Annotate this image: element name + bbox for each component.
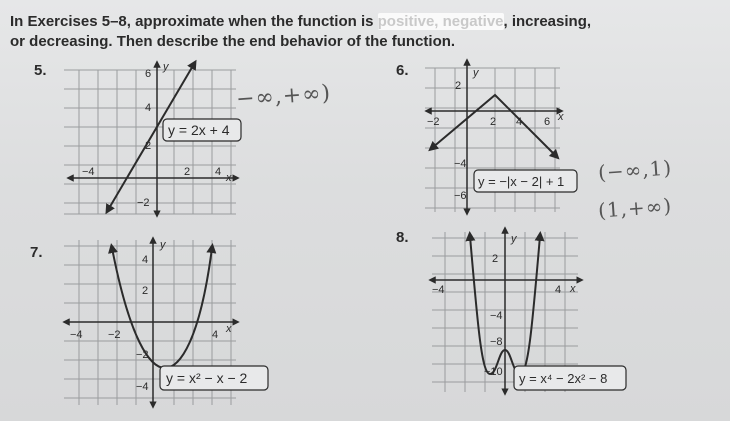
- graph-6-y-tick: −6: [454, 190, 467, 202]
- graph-5-y-tick: −2: [137, 197, 150, 209]
- graph-7-y-tick: −4: [136, 381, 149, 393]
- graph-6-equation: y = −|x − 2| + 1: [478, 174, 565, 189]
- exercise-5-number: 5.: [34, 62, 47, 79]
- graph-5-x-label: x: [226, 172, 232, 184]
- graph-7-curve: [112, 248, 212, 368]
- graph-7-x-tick: 4: [212, 329, 219, 341]
- graph-8-y-tick: 2: [492, 253, 499, 265]
- graph-5-y-tick: 2: [145, 140, 152, 152]
- highlighted-text: positive, negative: [377, 13, 504, 30]
- graph-5-x-tick: 2: [184, 166, 191, 178]
- graph-7-y-tick: 2: [142, 285, 149, 297]
- graph-6-x-label: x: [558, 111, 564, 123]
- exercise-6-number: 6.: [396, 62, 409, 79]
- graph-8: [432, 230, 626, 392]
- graph-8-y-tick: −10: [484, 366, 503, 378]
- graph-6-x-tick: 4: [516, 116, 523, 128]
- graph-5: [64, 61, 241, 214]
- graph-7: [64, 239, 268, 405]
- graph-8-y-label: y: [511, 233, 517, 245]
- graph-6-x-tick: −2: [427, 116, 440, 128]
- graph-7-y-label: y: [160, 239, 166, 251]
- instructions-line-2: or decreasing. Then describe the end behavior of the function.: [10, 33, 456, 50]
- graph-6-x-tick: 6: [544, 116, 551, 128]
- graph-5-equation: y = 2x + 4: [168, 122, 230, 138]
- graph-7-y-tick: 4: [142, 254, 149, 266]
- exercise-7-number: 7.: [30, 244, 43, 261]
- exercise-8-number: 8.: [396, 229, 409, 246]
- graph-7-equation: y = x² − x − 2: [166, 370, 248, 386]
- graph-8-x-tick: 4: [555, 284, 562, 296]
- graph-6-y-tick: −4: [454, 158, 467, 170]
- instructions-text-2: , increasing,: [503, 13, 592, 30]
- graph-6-y-label: y: [473, 67, 479, 79]
- graph-7-y-tick: −2: [136, 349, 149, 361]
- graph-5-y-tick: 6: [145, 68, 152, 80]
- graph-6-x-tick: 2: [490, 116, 497, 128]
- graph-8-equation: y = x⁴ − 2x² − 8: [519, 371, 608, 386]
- graph-7-x-tick: −2: [108, 329, 121, 341]
- handwritten-answer-5: −∞,+∞): [235, 80, 332, 113]
- graph-5-y-label: y: [163, 61, 169, 73]
- graph-8-x-label: x: [570, 283, 576, 295]
- graph-5-x-tick: −4: [82, 166, 95, 178]
- graph-6-y-tick: 2: [455, 80, 462, 92]
- graph-7-x-label: x: [226, 323, 232, 335]
- graph-8-x-tick: −4: [432, 284, 445, 296]
- graph-8-y-tick: −4: [490, 310, 503, 322]
- graph-8-y-tick: −8: [490, 336, 503, 348]
- instructions-text-1: In Exercises 5–8, approximate when the function is: [10, 13, 378, 30]
- handwritten-answer-6a: (−∞,1): [597, 155, 673, 185]
- graph-5-y-tick: 4: [145, 102, 152, 114]
- graph-5-x-tick: 4: [215, 166, 222, 178]
- handwritten-answer-6b: (1,+∞): [597, 193, 673, 223]
- graph-6: [425, 62, 577, 212]
- graph-7-x-tick: −4: [70, 329, 83, 341]
